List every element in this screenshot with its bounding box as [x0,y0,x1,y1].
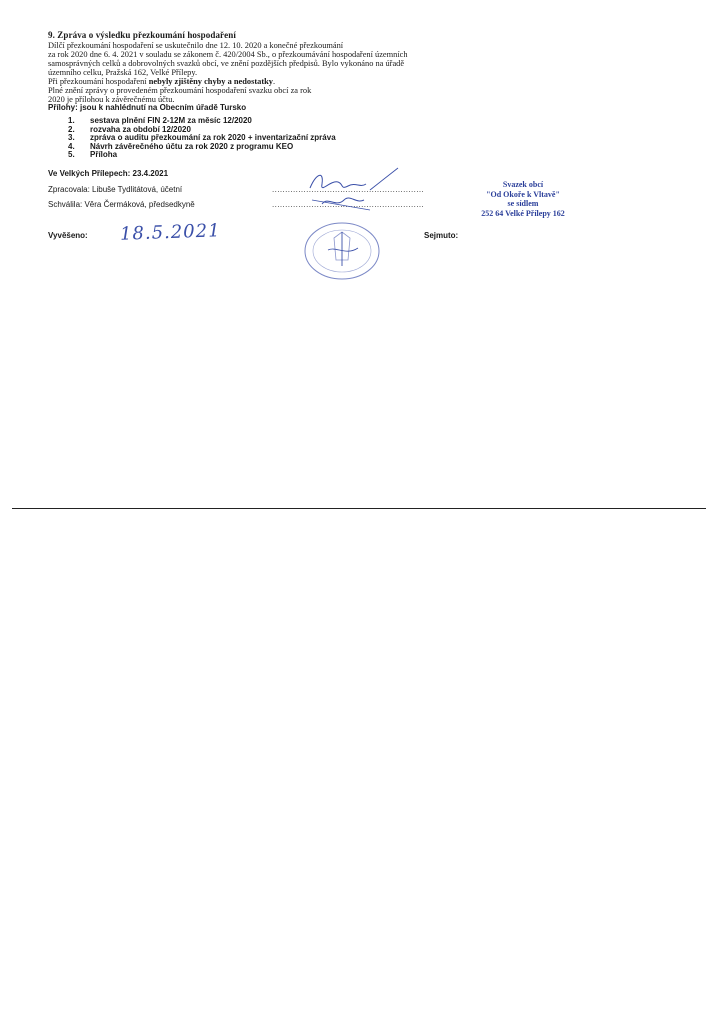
paragraph-review [48,41,408,104]
stamp-line: Svazek obcí [502,180,544,189]
prepared-by: Zpracovala: Libuše Tydlitátová, účetní [48,185,183,194]
posted-date-handwritten: 18.5.2021 [119,220,221,245]
signature-line-approved: .......................................................... [272,200,425,209]
list-item: 1. sestava plnění FIN 2-12M za měsíc 12/2020 [68,116,252,125]
stamp-line: se sídlem [507,199,539,208]
list-item: 5. Příloha [68,150,118,160]
finding-suffix: . [272,77,276,86]
posted-label: Vyvěšeno: [48,231,88,240]
attachments-list [68,117,336,160]
list-item: 3. zpráva o auditu přezkoumání za rok 2020 + inventarizační zpráva [68,133,336,143]
finding-prefix: Při přezkoumání hospodaření [48,77,149,86]
approved-by: Schválila: Věra Čermáková, předsedkyně [48,200,195,209]
place-date: Ve Velkých Přílepech: 23.4.2021 [48,169,169,178]
stamp-line: "Od Okoře k Vltavě" [486,189,560,199]
organization-stamp [458,180,588,218]
paragraph-line: samosprávných celků a dobrovolných svazků obcí, ve znění pozdějších předpisů. Bylo vykonáno na úřadě [48,59,405,68]
list-item: 4. Návrh závěrečného účtu za rok 2020 z programu KEO [68,141,294,151]
finding-bold: nebyly zjištěny chyby a nedostatky [148,77,273,86]
removed-label: Sejmuto: [424,231,459,240]
signature-line-prepared: .......................................................... [272,185,425,194]
signature-image [300,160,410,215]
paragraph-line: za rok 2020 dne 6. 4. 2021 v souladu se zákonem č. 420/2004 Sb., o přezkoumávání hospodaření územních [48,50,408,59]
section-title: 9. Zpráva o výsledku přezkoumání hospodaření [48,30,236,40]
list-item: 2. rozvaha za období 12/2020 [68,124,191,134]
paragraph-line: územního celku, Pražská 162, Velké Přílepy. [48,68,198,77]
horizontal-divider [12,508,706,509]
paragraph-line: Plné znění zprávy o provedeném přezkoumání hospodaření svazku obcí za rok [48,86,312,95]
paragraph-line: 2020 je přílohou k závěrečnému účtu. [48,95,175,104]
paragraph-line: Dílčí přezkoumání hospodaření se uskutečnilo dne 12. 10. 2020 a konečné přezkoumání [48,41,344,50]
stamp-line: 252 64 Velké Přílepy 162 [481,208,565,218]
finding-line [48,77,408,86]
round-stamp-image [302,220,384,282]
attachments-title: Přílohy: jsou k nahlédnutí na Obecním úřadě Tursko [48,103,247,112]
